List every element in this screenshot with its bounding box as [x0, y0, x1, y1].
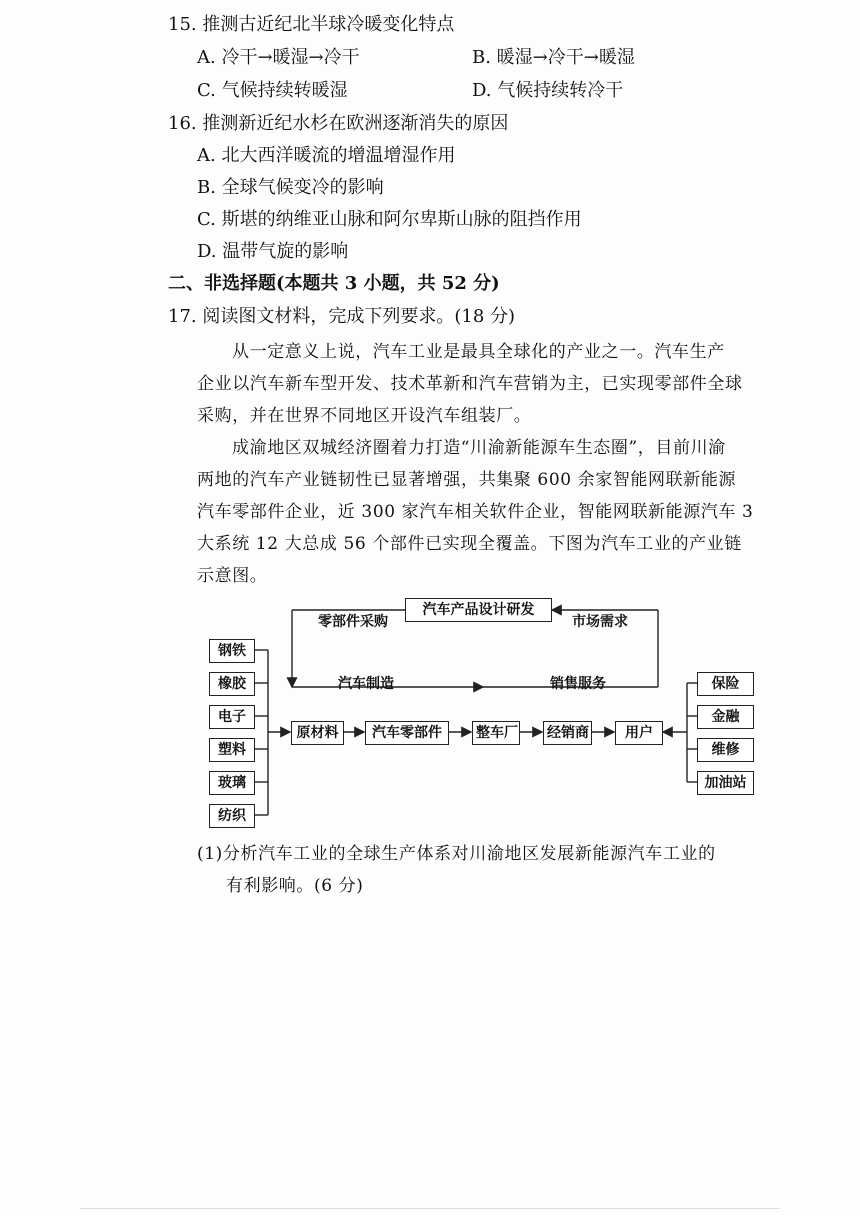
q17-para2-line4: 大系统 12 大总成 56 个部件已实现全覆盖。下图为汽车工业的产业链 [197, 534, 742, 554]
market-demand-label: 市场需求 [572, 614, 628, 630]
material-textile-box: 纺织 [209, 804, 255, 828]
material-glass-box: 玻璃 [209, 771, 255, 795]
service-gas-station-box: 加油站 [697, 771, 754, 795]
material-plastic-box: 塑料 [209, 738, 255, 762]
design-rd-box: 汽车产品设计研发 [405, 598, 552, 622]
assembly-plant-box: 整车厂 [472, 721, 520, 745]
q16-stem: 16. 推测新近纪水杉在欧洲逐渐消失的原因 [168, 113, 509, 134]
q16-option-c: C. 斯堪的纳维亚山脉和阿尔卑斯山脉的阻挡作用 [197, 209, 582, 230]
parts-purchase-label: 零部件采购 [318, 614, 388, 630]
q17-para1-line2: 企业以汽车新车型开发、技术革新和汽车营销为主，已实现零部件全球 [197, 374, 743, 394]
manufacturing-label: 汽车制造 [338, 676, 394, 692]
service-insurance-box: 保险 [697, 672, 754, 696]
q17-para1-line3: 采购，并在世界不同地区开设汽车组装厂。 [197, 406, 532, 426]
q16-option-d: D. 温带气旋的影响 [197, 241, 349, 262]
q15-option-c: C. 气候持续转暖湿 [197, 80, 348, 101]
material-steel-box: 钢铁 [209, 639, 255, 663]
auto-industry-chain-diagram [200, 595, 790, 835]
raw-materials-box: 原材料 [291, 721, 344, 745]
material-electronics-box: 电子 [209, 705, 255, 729]
user-box: 用户 [615, 721, 663, 745]
q17-para1-line1: 从一定意义上说，汽车工业是最具全球化的产业之一。汽车生产 [232, 342, 725, 362]
material-rubber-box: 橡胶 [209, 672, 255, 696]
q17-stem: 17. 阅读图文材料，完成下列要求。(18 分) [168, 306, 516, 327]
q17-sub1-line2: 有利影响。(6 分) [226, 876, 364, 896]
q15-stem: 15. 推测古近纪北半球冷暖变化特点 [168, 14, 455, 35]
auto-parts-box: 汽车零部件 [365, 721, 449, 745]
q17-sub1-line1: (1)分析汽车工业的全球生产体系对川渝地区发展新能源汽车工业的 [197, 844, 716, 864]
service-finance-box: 金融 [697, 705, 754, 729]
q17-para2-line2: 两地的汽车产业链韧性已显著增强，共集聚 600 余家智能网联新能源 [197, 470, 737, 490]
q15-option-a: A. 冷干→暖湿→冷干 [197, 47, 360, 68]
dealer-box: 经销商 [543, 721, 592, 745]
q17-para2-line5: 示意图。 [197, 566, 268, 586]
q15-option-b: B. 暖湿→冷干→暖湿 [472, 47, 635, 68]
sales-service-label: 销售服务 [550, 676, 606, 692]
q16-option-a: A. 北大西洋暖流的增温增湿作用 [197, 145, 456, 166]
service-repair-box: 维修 [697, 738, 754, 762]
section-2-heading: 二、非选择题(本题共 3 小题，共 52 分) [168, 273, 500, 294]
footer-divider [80, 1208, 780, 1209]
q16-option-b: B. 全球气候变冷的影响 [197, 177, 384, 198]
q15-option-d: D. 气候持续转冷干 [472, 80, 624, 101]
q17-para2-line1: 成渝地区双城经济圈着力打造“川渝新能源车生态圈”，目前川渝 [232, 438, 726, 458]
q17-para2-line3: 汽车零部件企业，近 300 家汽车相关软件企业，智能网联新能源汽车 3 [197, 502, 754, 522]
